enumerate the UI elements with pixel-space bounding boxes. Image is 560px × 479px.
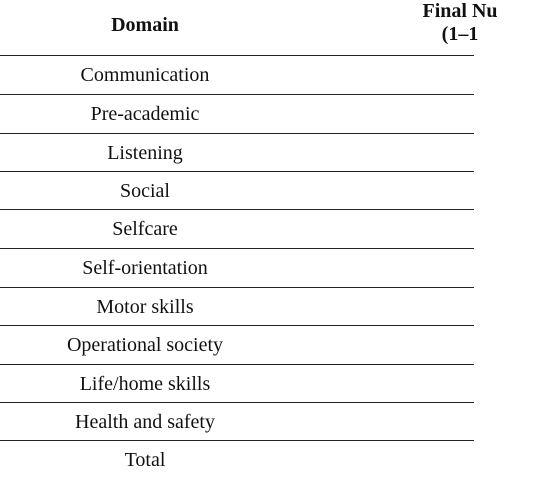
domain-row-health-and-safety: Health and safety xyxy=(75,410,215,433)
domain-row-motor-skills: Motor skills xyxy=(96,295,194,318)
domain-row-life-home-skills: Life/home skills xyxy=(79,372,211,395)
domain-column-header: Domain xyxy=(111,13,179,36)
domain-row-communication: Communication xyxy=(80,63,210,86)
domain-row-social: Social xyxy=(120,179,170,202)
domain-row-total: Total xyxy=(124,448,166,471)
domain-row-self-orientation: Self-orientation xyxy=(82,256,208,279)
domain-row-listening: Listening xyxy=(107,141,183,164)
final-number-header-line1: Final Nu xyxy=(422,0,498,22)
domain-row-pre-academic: Pre-academic xyxy=(90,102,200,125)
final-number-header-line2: (1–1 xyxy=(441,23,479,45)
domain-row-operational-society: Operational society xyxy=(66,333,224,356)
final-number-column-header xyxy=(360,0,560,50)
domain-row-selfcare: Selfcare xyxy=(112,217,178,240)
